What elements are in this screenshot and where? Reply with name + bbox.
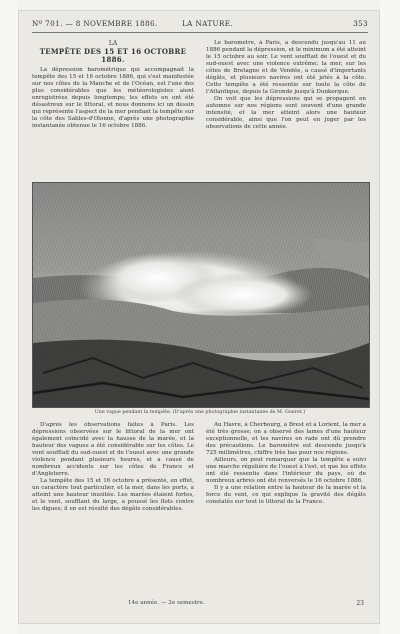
left-column-bottom bbox=[32, 422, 194, 594]
illustration-caption: Une vague pendant la tempête. (D'après une photographie instantanée de M. Gueret.) bbox=[94, 410, 306, 415]
paragraph: La dépression barométrique qui accompagnait la tempête des 15 et 16 octobre 1886, qui s'est manifestée sur nos côtes de la Manche et de l'Océan, est l'une des plus considérables que les météorologistes aient enregistrées depuis longtemps; les effets en ont été désastreux sur le littoral, et nous donnons ici un dessin qui représente l'aspect de la mer pendant la tempête sur la côte des Sables-d'Olonne, d'après une photographie instantanée obtenue le 16 octobre 1886. bbox=[32, 67, 194, 129]
page-number: 353 bbox=[353, 19, 368, 28]
paragraph: On voit que les dépressions qui se propagent en automne sur nos régions sont souvent d'une grande intensité, et la mer atteint alors une hauteur considérable, ainsi que l'on peut en juger par les observations de cette année. bbox=[206, 96, 366, 130]
wave-engraving bbox=[32, 182, 370, 408]
paragraph: Au Havre, à Cherbourg, à Brest et à Lorient, la mer a été très grosse; on a observé des lames d'une hauteur exceptionnelle, et les navires en rade ont dû prendre des précautions. Le baromètre est descendu jusqu'à 725 millimètres, chiffre très bas pour nos régions. bbox=[206, 422, 366, 456]
article-kicker: LA bbox=[108, 40, 118, 47]
volume-footer: 14e année. — 2e semestre. bbox=[128, 600, 205, 606]
right-column-bottom bbox=[206, 422, 366, 594]
paragraph: Il y a une relation entre la hauteur de la marée et la force du vent, ce qui explique la gravité des dégâts constatés sur tout le littoral de la France. bbox=[206, 485, 366, 505]
paragraph: La tempête des 15 et 16 octobre a présenté, en effet, un caractère tout particulier, et la mer, dans les ports, a atteint une hauteur inusitée. Les marées étaient fortes, et le vent, soufflant du large, a poussé les flots contre les digues; il en est résulté des dégâts considérables. bbox=[32, 478, 194, 512]
right-column-top bbox=[206, 40, 366, 178]
issue-number: Nº 701. — 8 NOVEMBRE 1886. bbox=[32, 19, 158, 28]
signature-number: 23 bbox=[356, 600, 364, 607]
document-page bbox=[18, 10, 380, 624]
running-header bbox=[32, 18, 368, 33]
journal-title: LA NATURE. bbox=[182, 19, 234, 28]
paragraph: Le baromètre, à Paris, a descendu jusqu'au 11 au 1886 pendant la dépression, et le minimum a été atteint le 15 octobre au soir. Le vent soufflait de l'ouest et du sud-ouest avec une violence extrême; la mer, sur les côtes de Bretagne et de Vendée, a causé d'importants dégâts, et plusieurs navires ont été jetés à la côte. Cette tempête a été ressentie sur toute la côte de l'Atlantique, depuis la Gironde jusqu'à Dunkerque. bbox=[206, 40, 366, 95]
left-margin bbox=[0, 0, 18, 634]
wave-illustration bbox=[33, 183, 369, 407]
article-title: TEMPÊTE DES 15 ET 16 OCTOBRE 1886. bbox=[39, 47, 187, 64]
paragraph: Ailleurs, on peut remarquer que la tempête a suivi une marche régulière de l'ouest à l'est, et que les effets ont été ressentis dans l'intérieur du pays, où de nombreux arbres ont été renversés le 16 octobre 1886. bbox=[206, 457, 366, 484]
left-column-top bbox=[32, 40, 194, 178]
right-margin bbox=[380, 0, 400, 634]
paragraph: D'après les observations faites à Paris. Les dépressions observées sur le littoral de la mer ont également coïncidé avec la hausse de la marée, et la hauteur des vagues a été considérable sur les côtes. Le vent soufflait du sud-ouest et de l'ouest avec une grande violence pendant plusieurs heures, et a causé de nombreux accidents sur les côtes de France et d'Angleterre. bbox=[32, 422, 194, 477]
